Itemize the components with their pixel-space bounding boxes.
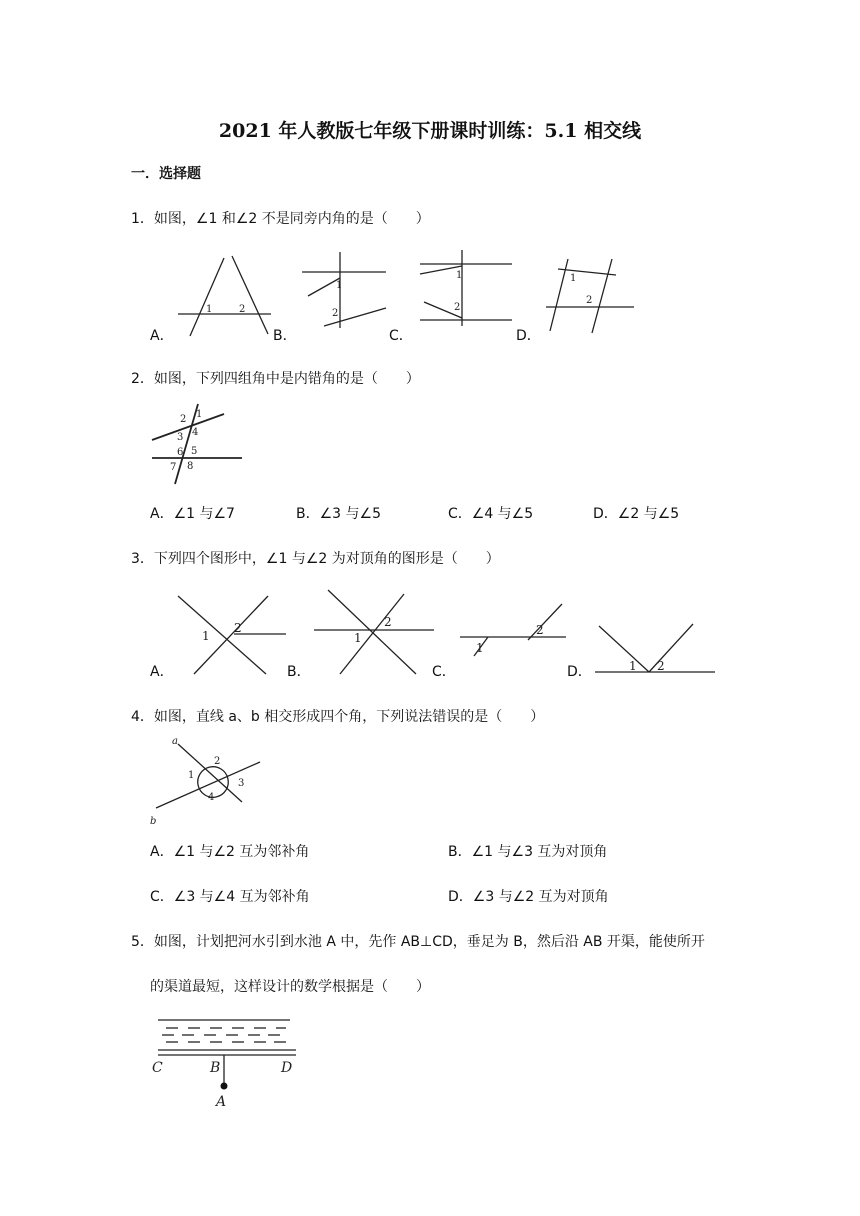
q3-b-label-2: 2 <box>384 615 392 629</box>
q2-label-2: 1 <box>196 409 203 420</box>
q4-option-b: B．∠1 与∠3 互为对顶角 <box>448 844 608 860</box>
q2-option-c: C．∠4 与∠5 <box>448 506 534 522</box>
q1-figure-c <box>416 248 516 328</box>
q1-figure-b <box>300 250 390 330</box>
q3-c-label-1: 1 <box>476 641 484 655</box>
question-3-stem: 3．下列四个图形中，∠1 与∠2 为对顶角的图形是（ ） <box>131 551 500 567</box>
q4-label-a: a <box>172 736 178 747</box>
q1-c-label-2: 2 <box>454 302 461 313</box>
q4-label-1: 1 <box>188 770 195 781</box>
q1-a-label-2: 2 <box>239 304 246 315</box>
q3-option-d-label: D． <box>567 664 592 680</box>
q5-label-a: A <box>216 1094 227 1110</box>
q3-option-a-label: A． <box>150 664 174 680</box>
q2-figure <box>150 402 250 486</box>
q3-a-label-2: 2 <box>234 621 242 635</box>
q4-option-d: D．∠3 与∠2 互为对顶角 <box>448 889 609 905</box>
q2-label-7: 7 <box>170 462 177 473</box>
q2-label-6: 6 <box>177 447 184 458</box>
q3-figure-c <box>458 600 568 670</box>
q4-label-3: 3 <box>238 778 245 789</box>
q4-label-4: 4 <box>208 792 215 803</box>
q5-label-d: D <box>281 1060 293 1076</box>
q1-d-label-2: 2 <box>586 295 593 306</box>
q3-d-label-2: 2 <box>657 659 665 673</box>
q3-a-label-1: 1 <box>202 629 210 643</box>
q5-label-c: C <box>152 1060 163 1076</box>
question-1-stem: 1．如图，∠1 和∠2 不是同旁内角的是（ ） <box>131 211 430 227</box>
q1-figure-a <box>176 252 276 338</box>
q4-figure <box>146 732 266 832</box>
q5-label-b: B <box>210 1060 221 1076</box>
q1-c-label-1: 1 <box>456 270 463 281</box>
q1-b-label-2: 2 <box>332 308 339 319</box>
q3-b-label-1: 1 <box>354 631 362 645</box>
q4-label-b: b <box>150 816 157 827</box>
q3-figure-d <box>593 620 717 676</box>
q1-a-label-1: 1 <box>206 304 213 315</box>
question-5-stem-line1: 5．如图，计划把河水引到水池 A 中，先作 AB⊥CD，垂足为 B，然后沿 AB 开渠，能使所开 <box>131 934 705 950</box>
q3-option-b-label: B． <box>287 664 311 680</box>
q3-c-label-2: 2 <box>536 623 544 637</box>
q1-b-label-1: 1 <box>336 280 343 291</box>
page-title: 2021 年人教版七年级下册课时训练：5.1 相交线 <box>218 120 642 142</box>
q2-label-3: 3 <box>177 432 184 443</box>
section-heading: 一．选择题 <box>131 166 201 182</box>
question-4-stem: 4．如图，直线 a、b 相交形成四个角，下列说法错误的是（ ） <box>131 709 545 725</box>
q3-figure-b <box>312 588 436 676</box>
q2-option-b: B．∠3 与∠5 <box>296 506 381 522</box>
q5-figure <box>148 1014 308 1108</box>
q3-figure-a <box>176 590 288 676</box>
q4-option-c: C．∠3 与∠4 互为邻补角 <box>150 889 310 905</box>
q1-figure-d <box>544 255 638 335</box>
q2-label-5: 5 <box>191 446 198 457</box>
q1-d-label-1: 1 <box>570 273 577 284</box>
q2-label-1: 2 <box>180 414 187 425</box>
question-2-stem: 2．如图，下列四组角中是内错角的是（ ） <box>131 371 420 387</box>
q1-option-a-label: A． <box>150 328 174 344</box>
q1-option-b-label: B． <box>273 328 297 344</box>
q2-option-d: D．∠2 与∠5 <box>593 506 680 522</box>
q3-option-c-label: C． <box>432 664 456 680</box>
q2-label-8: 8 <box>187 461 194 472</box>
question-5-stem-line2: 的渠道最短，这样设计的数学根据是（ ） <box>150 979 430 995</box>
q4-label-2: 2 <box>214 756 221 767</box>
q5-pool-point <box>221 1083 228 1090</box>
q2-option-a: A．∠1 与∠7 <box>150 506 235 522</box>
q1-option-d-label: D． <box>516 328 541 344</box>
q2-label-4: 4 <box>192 427 199 438</box>
q3-d-label-1: 1 <box>629 659 637 673</box>
q1-option-c-label: C． <box>389 328 413 344</box>
q4-option-a: A．∠1 与∠2 互为邻补角 <box>150 844 310 860</box>
